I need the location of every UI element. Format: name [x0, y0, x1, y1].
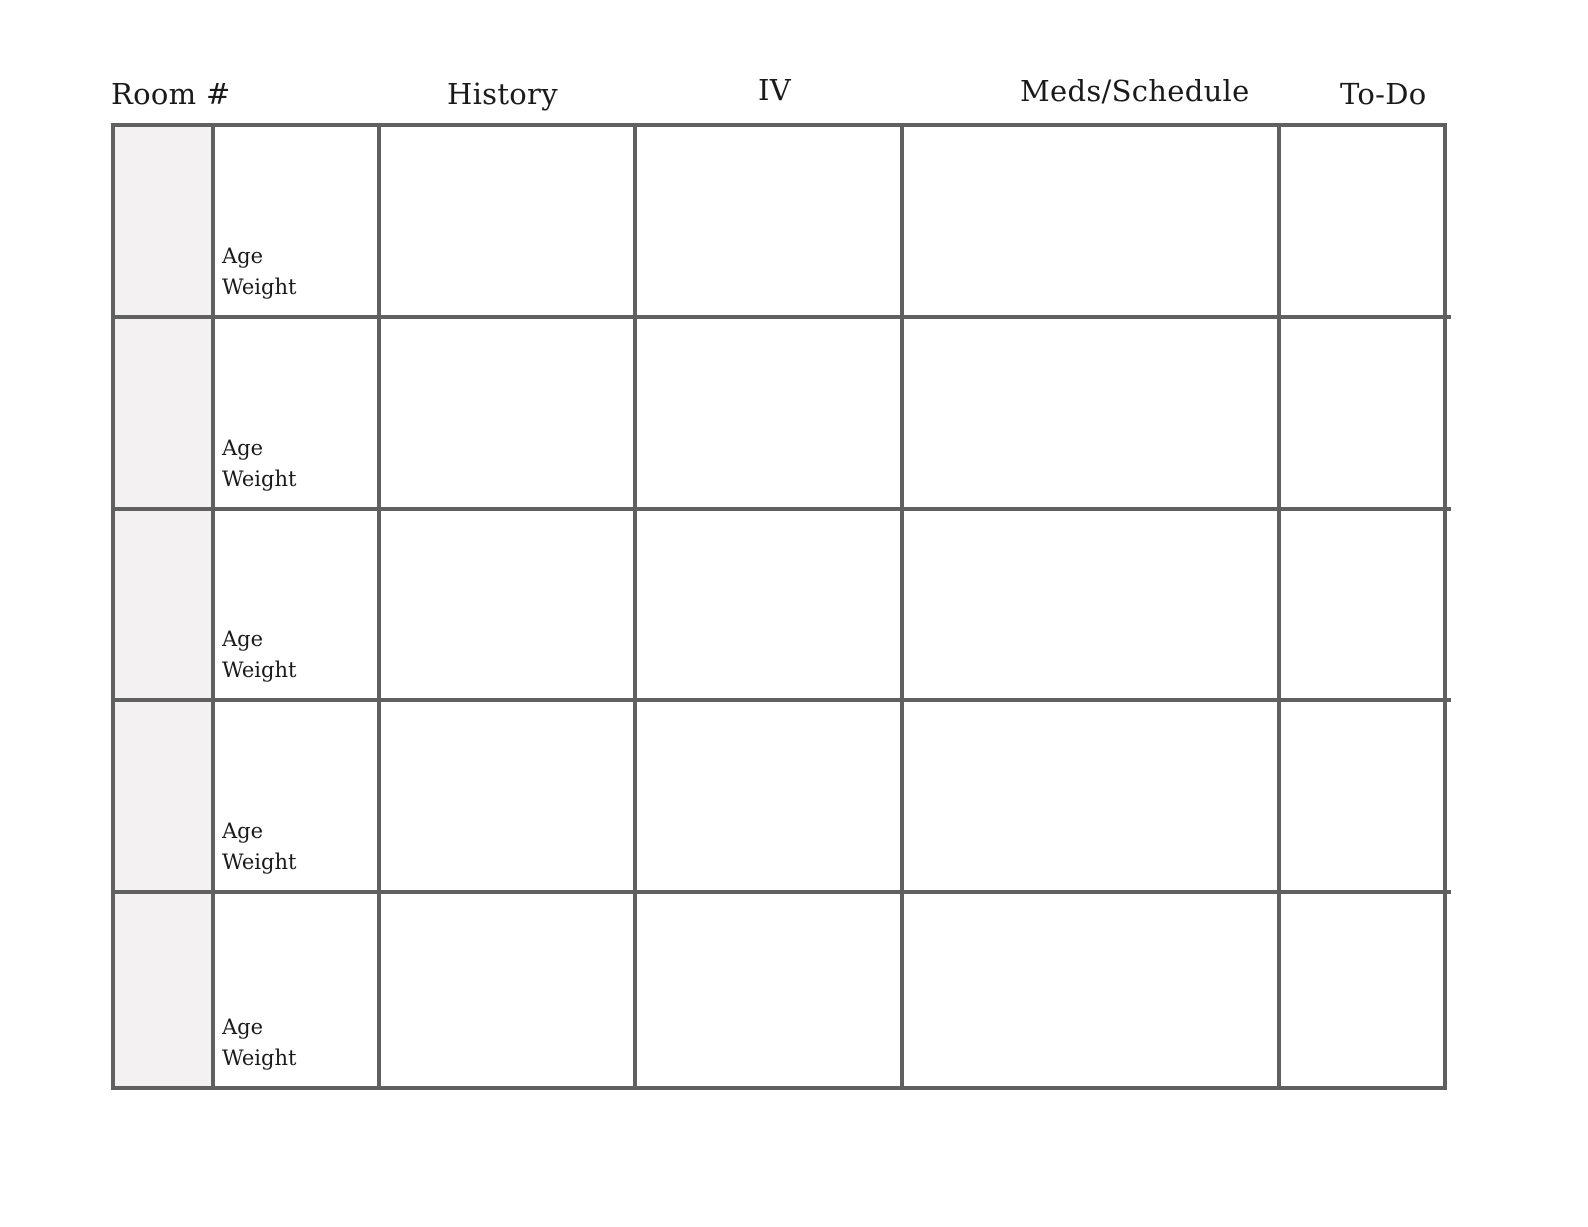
todo-cell[interactable]: [1281, 319, 1451, 511]
patient-info-cell[interactable]: [215, 511, 381, 703]
meds-schedule-cell[interactable]: [904, 319, 1281, 511]
patient-grid: [111, 123, 1447, 1090]
age-label: Age: [222, 627, 264, 652]
room-number-cell[interactable]: [115, 319, 215, 511]
patient-info: [222, 433, 296, 495]
room-number-cell[interactable]: [115, 894, 215, 1086]
patient-info-cell[interactable]: [215, 702, 381, 894]
patient-info: [222, 1012, 296, 1074]
meds-schedule-cell[interactable]: [904, 702, 1281, 894]
patient-info: [222, 816, 296, 878]
patient-info-cell[interactable]: [215, 319, 381, 511]
meds-schedule-cell[interactable]: [904, 127, 1281, 319]
weight-label: Weight: [222, 466, 297, 491]
patient-info: [222, 241, 296, 303]
age-label: Age: [222, 1015, 264, 1039]
patient-info-cell[interactable]: [215, 894, 381, 1086]
todo-cell[interactable]: [1281, 127, 1451, 319]
patient-info: [222, 624, 296, 686]
weight-label: Weight: [222, 850, 297, 875]
age-label: Age: [222, 243, 264, 268]
todo-header: To-Do: [1340, 77, 1427, 111]
meds-schedule-header: Meds/Schedule: [1020, 74, 1250, 108]
iv-cell[interactable]: [637, 894, 904, 1086]
meds-schedule-cell[interactable]: [904, 894, 1281, 1086]
history-cell[interactable]: [381, 127, 637, 319]
history-cell[interactable]: [381, 319, 637, 511]
room-number-cell[interactable]: [115, 511, 215, 703]
history-cell[interactable]: [381, 511, 637, 703]
weight-label: Weight: [222, 274, 297, 299]
room-number-cell[interactable]: [115, 127, 215, 319]
iv-cell[interactable]: [637, 319, 904, 511]
weight-label: Weight: [222, 1046, 297, 1070]
iv-header: IV: [758, 73, 791, 107]
weight-label: Weight: [222, 658, 297, 683]
age-label: Age: [222, 819, 264, 844]
todo-cell[interactable]: [1281, 511, 1451, 703]
patient-info-cell[interactable]: [215, 127, 381, 319]
iv-cell[interactable]: [637, 127, 904, 319]
history-header: History: [447, 77, 558, 111]
meds-schedule-cell[interactable]: [904, 511, 1281, 703]
todo-cell[interactable]: [1281, 894, 1451, 1086]
room-number-cell[interactable]: [115, 702, 215, 894]
history-cell[interactable]: [381, 702, 637, 894]
room-number-header: Room #: [111, 77, 231, 111]
iv-cell[interactable]: [637, 702, 904, 894]
iv-cell[interactable]: [637, 511, 904, 703]
todo-cell[interactable]: [1281, 702, 1451, 894]
history-cell[interactable]: [381, 894, 637, 1086]
age-label: Age: [222, 435, 264, 460]
